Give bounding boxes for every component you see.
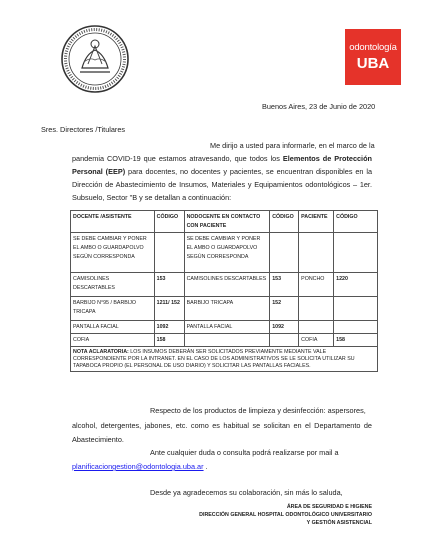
table-header-cell: NODOCENTE EN CONTACTO CON PACIENTE (184, 211, 270, 233)
signature-line: ÁREA DE SEGURIDAD E HIGIENE (286, 504, 372, 510)
table-cell: 153 (270, 273, 299, 297)
table-cell: 153 (154, 273, 184, 297)
table-header-cell: PACIENTE (299, 211, 334, 233)
table-cell (334, 297, 378, 321)
table-cell (154, 233, 184, 273)
table-cell (334, 233, 378, 273)
paragraph-cleaning-line-2: alcohol, detergentes, jabones, etc. como es habitual se solicitan en el Departamento de (72, 421, 372, 430)
table-cell: PANTALLA FACIAL (71, 321, 155, 334)
table-header-row (71, 211, 378, 233)
table-cell: CAMISOLINES DESCARTABLES (71, 273, 155, 297)
signature-line: DIRECCIÓN GENERAL HOSPITAL ODONTOLÓGICO UNIVERSITARIO (199, 512, 372, 518)
signature-block (160, 503, 372, 527)
paragraph-intro (72, 139, 375, 204)
paragraph-cleaning-line-3: Abastecimiento. (72, 435, 124, 444)
intro-line-5: Subsuelo, Sector "B y se detallan a continuación: (72, 193, 232, 202)
table-cell: PONCHO (299, 273, 334, 297)
table-cell (270, 334, 299, 347)
salutation: Sres. Directores /Titulares (41, 125, 126, 134)
table-cell: SE DEBE CAMBIAR Y PONER EL AMBO O GUARDAPOLVO SEGÚN CORRESPONDA (184, 233, 270, 273)
table-header-cell: DOCENTE /ASISTENTE (71, 211, 155, 233)
table-cell (299, 233, 334, 273)
letter-date: Buenos Aires, 23 de Junio de 2020 (262, 102, 376, 111)
signature-line: Y GESTIÓN ASISTENCIAL (306, 520, 372, 526)
epp-table (70, 210, 378, 372)
table-cell: 1092 (154, 321, 184, 334)
table-header-cell: CÓDIGO (154, 211, 184, 233)
table-note-row (71, 347, 378, 372)
paragraph-contact-line-2: planificaciongestion@odontologia.uba.ar . (72, 462, 208, 471)
odontologia-uba-logo (345, 29, 401, 85)
table-cell: BARBIJO TRICAPA (184, 297, 270, 321)
table-cell: BARBIJO N°95 / BARBIJO TRICAPA (71, 297, 155, 321)
table-cell: 1092 (270, 321, 299, 334)
table-row (71, 273, 378, 297)
table-cell (334, 321, 378, 334)
logo-text-top: odontología (349, 42, 397, 53)
intro-line-3: Personal (EEP) para docentes, no docentes y pacientes, se encuentran disponibles en la (72, 167, 373, 176)
closing-line: Desde ya agradecemos su colaboración, sin más lo saluda, (150, 488, 343, 497)
table-row (71, 233, 378, 273)
table-cell: SE DEBE CAMBIAR Y PONER EL AMBO O GUARDAPOLVO SEGÚN CORRESPONDA (71, 233, 155, 273)
table-row (71, 334, 378, 347)
table-cell (299, 321, 334, 334)
table-cell (184, 334, 270, 347)
table-cell: PANTALLA FACIAL (184, 321, 270, 334)
table-cell: 158 (154, 334, 184, 347)
contact-email-link[interactable]: planificaciongestion@odontologia.uba.ar (72, 462, 204, 471)
intro-line-2: pandemia COVID-19 que estamos atravesando, que todos los Elementos de Protección (72, 154, 373, 163)
table-note: NOTA ACLARATORIA: LOS INSUMOS DEBERÁN SER SOLICITADOS PREVIAMENTE MEDIANTE VALE CORRESPONDIENTE POR LA INTRANET. EN EL CASO DE LOS ADMINISTRATIVOS SE LE SOLICITA UTILIZAR SU TAPABOCA PROPIO (EL PERSONAL DE USO DIARIO) Y SOLICITAR LAS PANTALLAS FACIALES. (71, 347, 378, 372)
table-cell: CAMISOLINES DESCARTABLES (184, 273, 270, 297)
table-cell (299, 297, 334, 321)
table-row (71, 321, 378, 334)
paragraph-contact-line-1: Ante cualquier duda o consulta podrá realizarse por mail a (150, 448, 339, 457)
paragraph-cleaning-line-1: Respecto de los productos de limpieza y desinfección: aspersores, (150, 406, 366, 415)
table-cell: COFIA (71, 334, 155, 347)
table-cell (270, 233, 299, 273)
table-cell: 1211/ 152 (154, 297, 184, 321)
table-header-cell: CÓDIGO (270, 211, 299, 233)
university-seal-logo (60, 24, 130, 94)
table-cell: 152 (270, 297, 299, 321)
table-cell: COFIA (299, 334, 334, 347)
intro-line-4: Dirección de Abastecimiento de Insumos, Materiales y Equipamientos odontológicos – 1er. (72, 180, 372, 189)
intro-line-1: Me dirijo a usted para informarle, en el marco de la (210, 141, 375, 150)
table-header-cell: CÓDIGO (334, 211, 378, 233)
table-cell: 1220 (334, 273, 378, 297)
logo-text-bottom: UBA (356, 55, 390, 72)
table-row (71, 297, 378, 321)
table-cell: 158 (334, 334, 378, 347)
